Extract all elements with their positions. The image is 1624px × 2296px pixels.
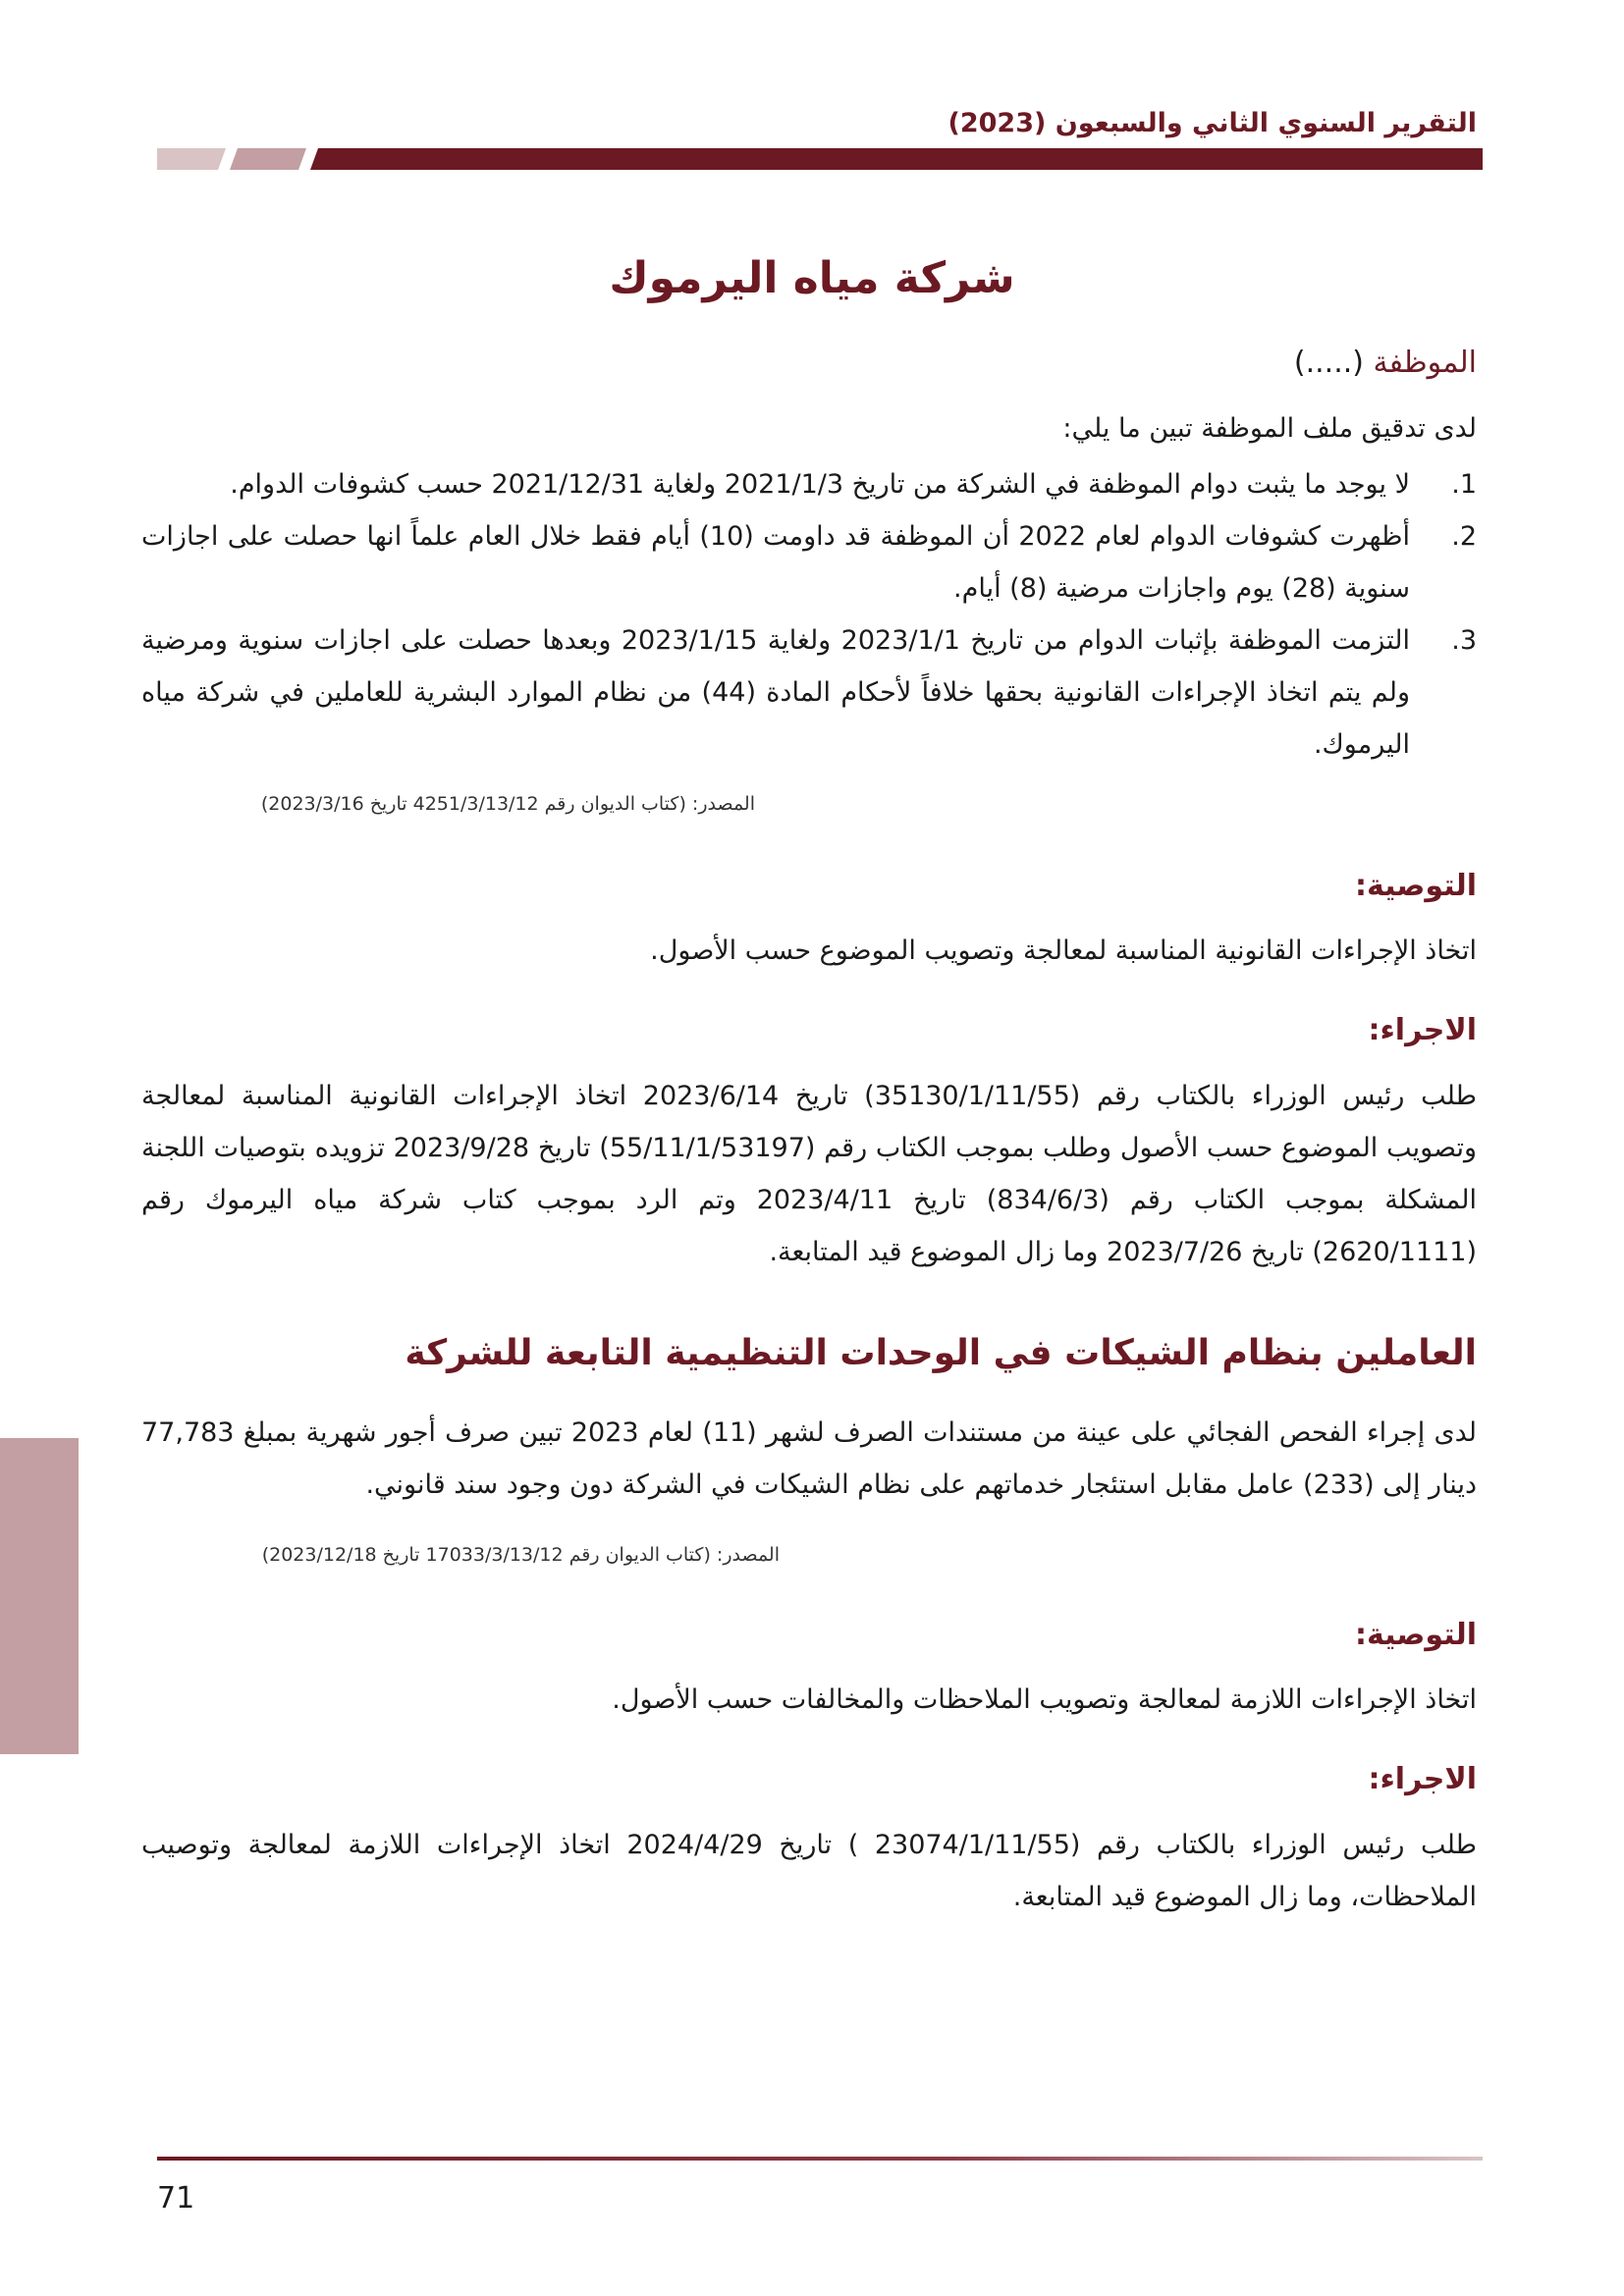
- section-title: العاملين بنظام الشيكات في الوحدات التنظيمية التابعة للشركة: [405, 1333, 1477, 1373]
- findings-list: [141, 458, 1477, 771]
- page-title: شركة مياه اليرموك: [609, 253, 1015, 303]
- source-citation: المصدر: (كتاب الديوان رقم 4251/3/13/12 تاريخ 2023/3/16): [260, 793, 755, 815]
- side-tab-marker: [0, 1438, 79, 1754]
- footer-divider: [157, 2157, 1483, 2161]
- intro-text: لدى تدقيق ملف الموظفة تبين ما يلي:: [1062, 413, 1477, 444]
- report-header-title: التقرير السنوي الثاني والسبعون (2023): [947, 108, 1477, 138]
- recommendation-heading: التوصية:: [1354, 1618, 1477, 1652]
- recommendation-text: اتخاذ الإجراءات القانونية المناسبة لمعالجة وتصويب الموضوع حسب الأصول.: [650, 935, 1477, 966]
- header-decorative-bar: [157, 148, 1483, 170]
- employee-label: الموظفة: [1373, 346, 1477, 380]
- list-item: [141, 614, 1477, 771]
- list-item-text: التزمت الموظفة بإثبات الدوام من تاريخ 2023/1/1 ولغاية 2023/1/15 وبعدها حصلت على اجازات سنوية ومرضية ولم يتم اتخاذ الإجراءات القانونية بحقها خلافاً لأحكام المادة (44) من نظام الموارد البشرية للعاملين في شركة مياه اليرموك.: [141, 625, 1410, 760]
- list-item-number: 1.: [1451, 469, 1477, 500]
- recommendation-heading: التوصية:: [1354, 869, 1477, 903]
- employee-placeholder: (.....): [1293, 346, 1364, 380]
- section-text: لدى إجراء الفحص الفجائي على عينة من مستندات الصرف لشهر (11) لعام 2023 تبين صرف أجور شهرية بمبلغ 77,783 دينار إلى (233) عامل مقابل استئجار خدماتهم على نظام الشيكات في الشركة دون وجود سند قانوني.: [141, 1417, 1478, 1500]
- employee-heading: [141, 346, 1477, 380]
- action-text: طلب رئيس الوزراء بالكتاب رقم (23074/1/11/55 ) تاريخ 2024/4/29 اتخاذ الإجراءات اللازمة لمعالجة وتوصيب الملاحظات، وما زال الموضوع قيد المتابعة.: [141, 1830, 1477, 1912]
- source-citation: المصدر: (كتاب الديوان رقم 17033/3/13/12 تاريخ 2023/12/18): [261, 1544, 780, 1566]
- list-item-text: أظهرت كشوفات الدوام لعام 2022 أن الموظفة قد داومت (10) أيام فقط خلال العام علماً انها حصلت على اجازات سنوية (28) يوم واجازات مرضية (8) أيام.: [141, 521, 1410, 604]
- action-heading: الاجراء:: [1368, 1762, 1477, 1796]
- recommendation-text: اتخاذ الإجراءات اللازمة لمعالجة وتصويب الملاحظات والمخالفات حسب الأصول.: [612, 1684, 1477, 1715]
- list-item: [141, 458, 1477, 510]
- page-number: 71: [157, 2181, 195, 2216]
- list-item-number: 2.: [1451, 521, 1477, 552]
- list-item-text: لا يوجد ما يثبت دوام الموظفة في الشركة من تاريخ 2021/1/3 ولغاية 2021/12/31 حسب كشوفات الدوام.: [230, 469, 1410, 500]
- list-item: [141, 510, 1477, 614]
- action-heading: الاجراء:: [1368, 1013, 1477, 1047]
- list-item-number: 3.: [1451, 625, 1477, 656]
- action-text: طلب رئيس الوزراء بالكتاب رقم (35130/1/11/55) تاريخ 2023/6/14 اتخاذ الإجراءات القانونية المناسبة لمعالجة وتصويب الموضوع حسب الأصول وطلب بموجب الكتاب رقم (55/11/1/53197) تاريخ 2023/9/28 تزويده بتوصيات اللجنة المشكلة بموجب الكتاب رقم (834/6/3) تاريخ 2023/4/11 وتم الرد بموجب كتاب شركة مياه اليرموك رقم (2620/1111) تاريخ 2023/7/26 وما زال الموضوع قيد المتابعة.: [141, 1081, 1478, 1267]
